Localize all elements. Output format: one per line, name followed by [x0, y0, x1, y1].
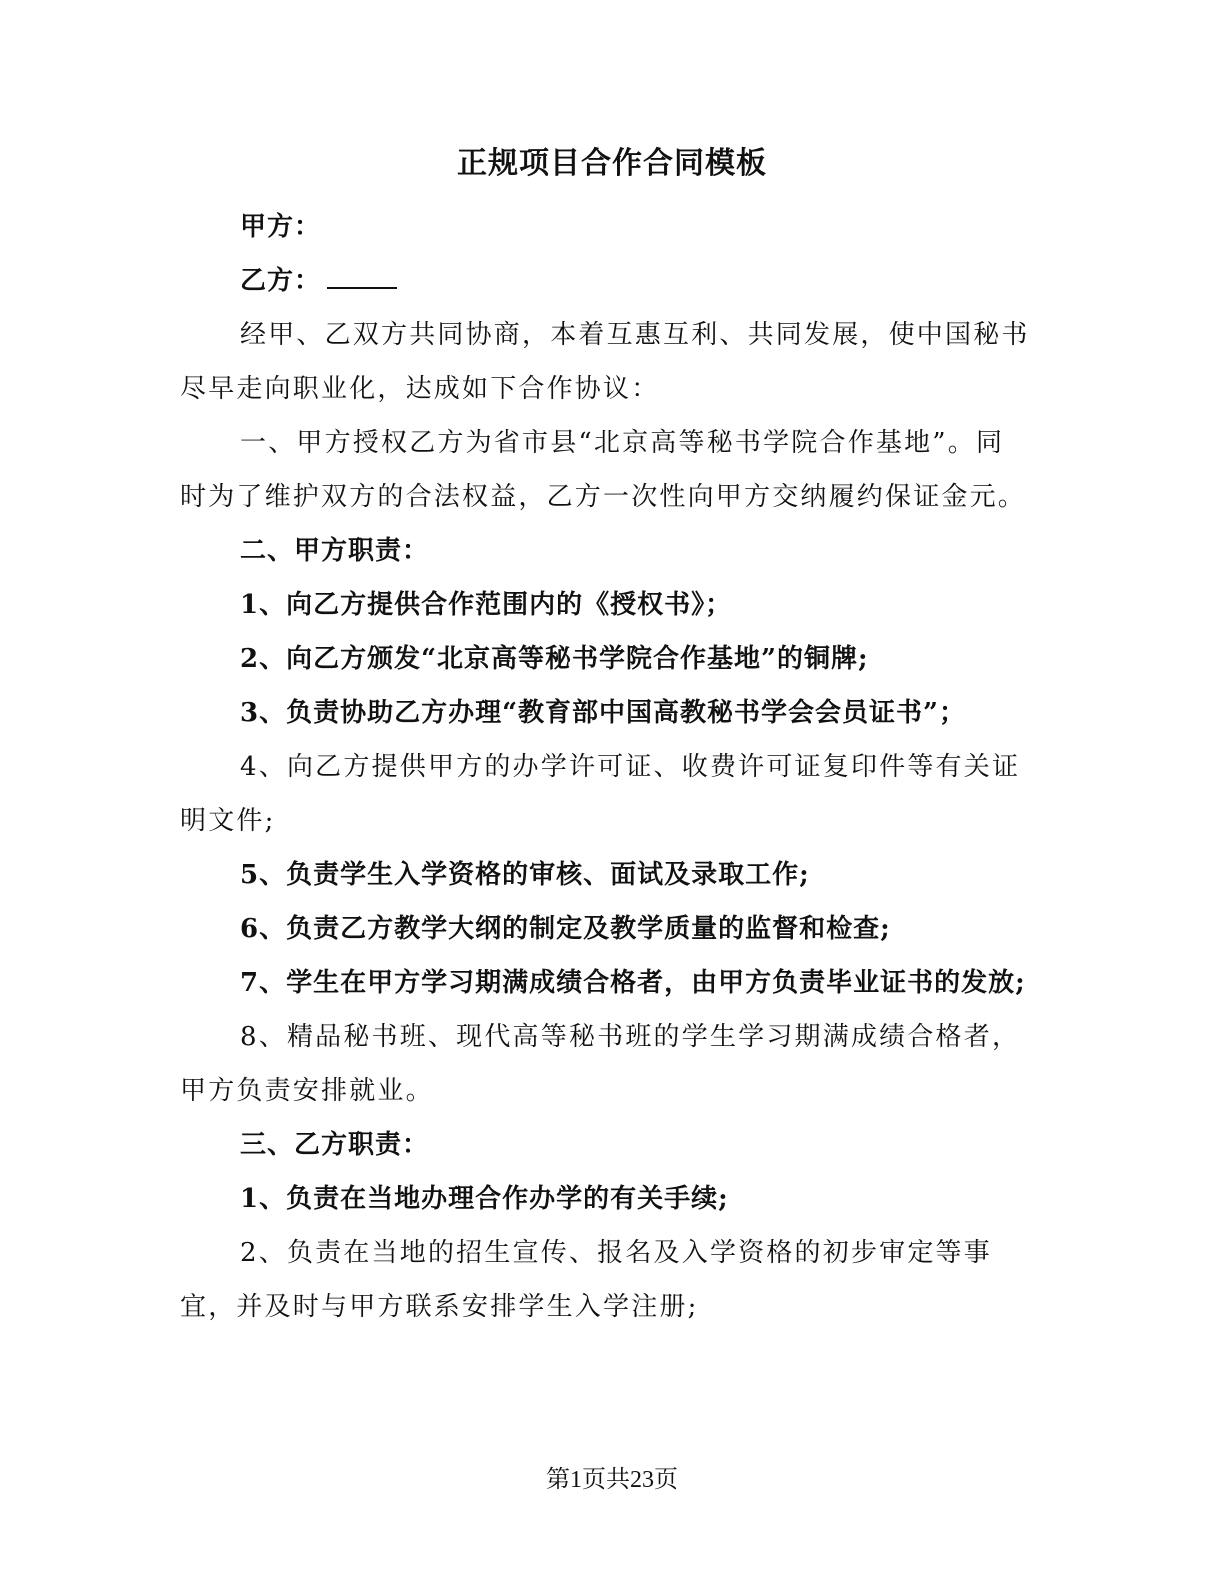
party-b-label: 乙方：	[240, 266, 322, 296]
party-b-line	[180, 254, 1030, 308]
document-body	[180, 200, 1030, 1334]
section-2-item-3: 3、负责协助乙方办理“教育部中国高教秘书学会会员证书”；	[240, 698, 967, 728]
section-2-item-4: 4、向乙方提供甲方的办学许可证、收费许可证复印件等有关证明文件;	[180, 752, 1021, 836]
clause-1: 一、甲方授权乙方为省市县“北京高等秘书学院合作基地”。同时为了维护双方的合法权益，乙方一次性向甲方交纳履约保证金元。	[180, 428, 1027, 512]
section-2-item-2: 2、向乙方颁发“北京高等秘书学院合作基地”的铜牌;	[240, 644, 869, 674]
intro-paragraph: 经甲、乙双方共同协商，本着互惠互利、共同发展，使中国秘书尽早走向职业化，达成如下合作协议：	[180, 320, 1030, 404]
party-a-line	[180, 200, 1030, 254]
section-2-item-7: 7、学生在甲方学习期满成绩合格者，由甲方负责毕业证书的发放;	[240, 968, 1026, 998]
section-2-item-6: 6、负责乙方教学大纲的制定及教学质量的监督和检查;	[240, 914, 891, 944]
section-2-item-5: 5、负责学生入学资格的审核、面试及录取工作;	[240, 860, 810, 890]
party-a-label: 甲方：	[240, 212, 322, 242]
page-footer: 第1页共23页	[546, 1467, 678, 1493]
section-3-item-1: 1、负责在当地办理合作办学的有关手续;	[240, 1184, 729, 1214]
party-b-blank-line	[327, 267, 397, 289]
document-title: 正规项目合作合同模板	[457, 146, 767, 181]
section-3-heading: 三、乙方职责：	[240, 1130, 430, 1160]
section-2-item-1: 1、向乙方提供合作范围内的《授权书》；	[240, 590, 733, 620]
section-2-item-8: 8、精品秘书班、现代高等秘书班的学生学习期满成绩合格者，甲方负责安排就业。	[180, 1022, 1021, 1106]
section-2-heading: 二、甲方职责：	[240, 536, 430, 566]
section-3-item-2: 2、负责在当地的招生宣传、报名及入学资格的初步审定等事宜，并及时与甲方联系安排学生入学注册;	[180, 1238, 992, 1322]
